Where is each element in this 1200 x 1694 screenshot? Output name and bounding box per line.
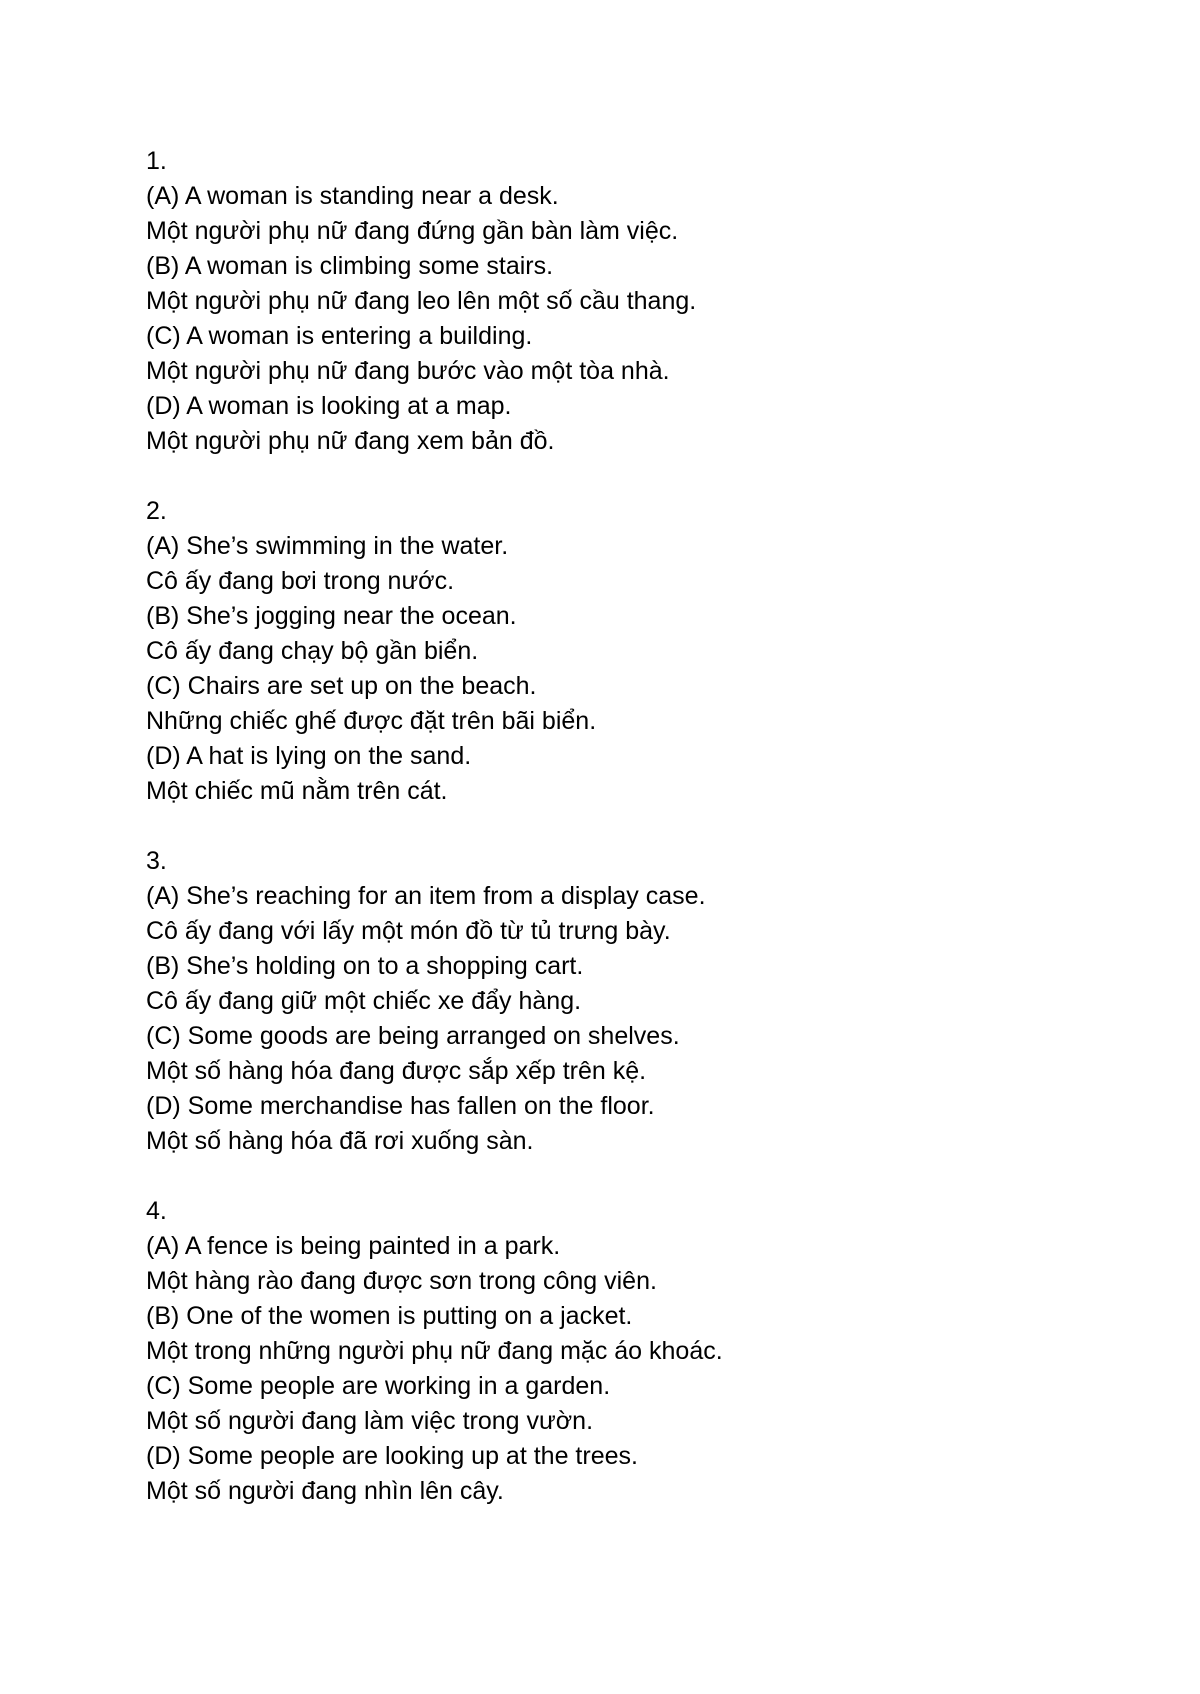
option-vietnamese: Một người phụ nữ đang đứng gần bàn làm việc. bbox=[146, 217, 679, 245]
option-vietnamese: Cô ấy đang giữ một chiếc xe đẩy hàng. bbox=[146, 987, 582, 1015]
option-english: (A) A fence is being painted in a park. bbox=[146, 1232, 561, 1260]
option-english: (B) A woman is climbing some stairs. bbox=[146, 252, 554, 280]
option-english: (C) Chairs are set up on the beach. bbox=[146, 672, 537, 700]
option-english: (C) Some people are working in a garden. bbox=[146, 1372, 611, 1400]
option-english: (B) She’s jogging near the ocean. bbox=[146, 602, 517, 630]
option-vietnamese: Một người phụ nữ đang xem bản đồ. bbox=[146, 427, 555, 455]
option-vietnamese: Một số hàng hóa đã rơi xuống sàn. bbox=[146, 1127, 534, 1155]
option-english: (D) A hat is lying on the sand. bbox=[146, 742, 472, 770]
option-vietnamese: Một người phụ nữ đang bước vào một tòa nhà. bbox=[146, 357, 670, 385]
question-number: 4. bbox=[146, 1197, 167, 1225]
option-vietnamese: Một người phụ nữ đang leo lên một số cầu thang. bbox=[146, 287, 697, 315]
document-body bbox=[146, 144, 1146, 1544]
option-vietnamese: Một hàng rào đang được sơn trong công viên. bbox=[146, 1267, 657, 1295]
option-vietnamese: Một số hàng hóa đang được sắp xếp trên kệ. bbox=[146, 1057, 647, 1085]
option-vietnamese: Một số người đang nhìn lên cây. bbox=[146, 1477, 504, 1505]
option-english: (A) She’s swimming in the water. bbox=[146, 532, 509, 560]
option-vietnamese: Cô ấy đang bơi trong nước. bbox=[146, 567, 455, 595]
question-number: 3. bbox=[146, 847, 167, 875]
option-vietnamese: Cô ấy đang với lấy một món đồ từ tủ trưng bày. bbox=[146, 917, 671, 945]
option-english: (D) A woman is looking at a map. bbox=[146, 392, 512, 420]
question-block bbox=[146, 144, 1146, 459]
question-block bbox=[146, 494, 1146, 809]
option-vietnamese: Một số người đang làm việc trong vườn. bbox=[146, 1407, 594, 1435]
option-vietnamese: Một chiếc mũ nằm trên cát. bbox=[146, 777, 448, 805]
question-number: 2. bbox=[146, 497, 167, 525]
question-number: 1. bbox=[146, 147, 167, 175]
question-block bbox=[146, 844, 1146, 1159]
option-english: (B) She’s holding on to a shopping cart. bbox=[146, 952, 584, 980]
option-english: (A) A woman is standing near a desk. bbox=[146, 182, 559, 210]
option-vietnamese: Một trong những người phụ nữ đang mặc áo khoác. bbox=[146, 1337, 723, 1365]
option-vietnamese: Những chiếc ghế được đặt trên bãi biển. bbox=[146, 707, 597, 735]
option-english: (B) One of the women is putting on a jacket. bbox=[146, 1302, 633, 1330]
option-english: (D) Some people are looking up at the trees. bbox=[146, 1442, 638, 1470]
question-block bbox=[146, 1194, 1146, 1509]
option-english: (D) Some merchandise has fallen on the floor. bbox=[146, 1092, 655, 1120]
option-english: (C) Some goods are being arranged on shelves. bbox=[146, 1022, 680, 1050]
option-english: (C) A woman is entering a building. bbox=[146, 322, 533, 350]
option-english: (A) She’s reaching for an item from a display case. bbox=[146, 882, 706, 910]
option-vietnamese: Cô ấy đang chạy bộ gần biển. bbox=[146, 637, 479, 665]
